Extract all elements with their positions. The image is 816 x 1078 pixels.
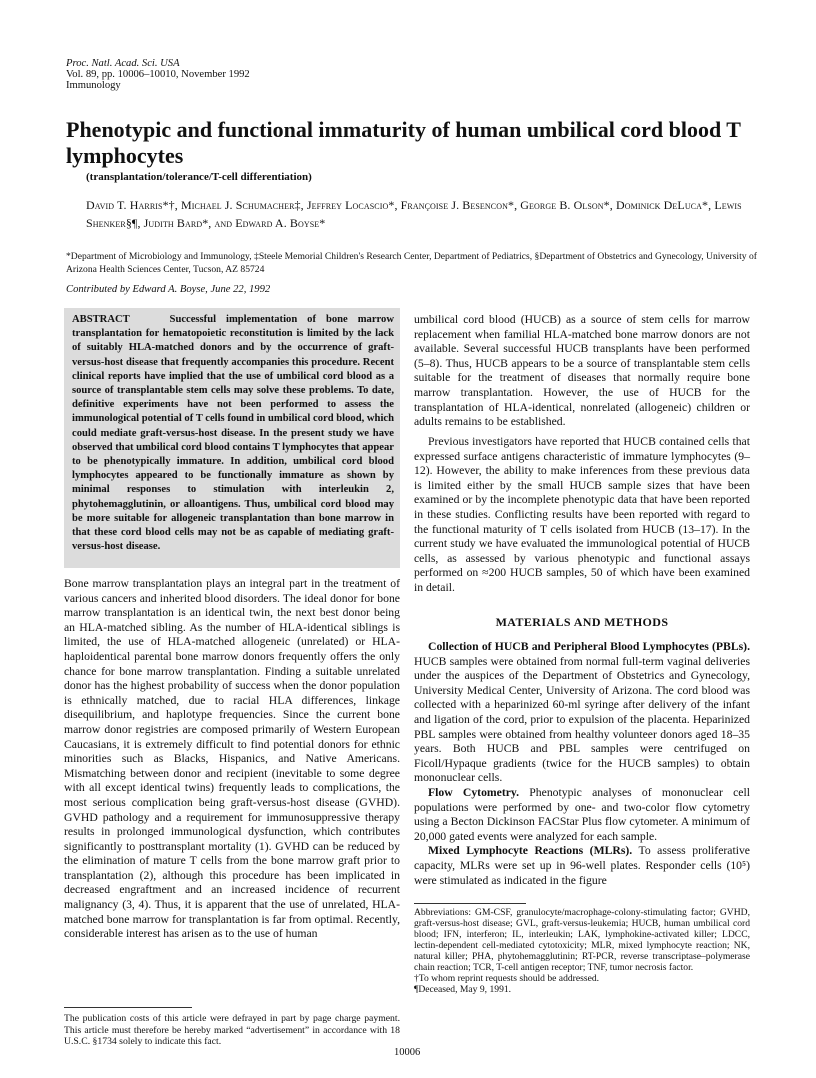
methods-subhead-mlr: Mixed Lymphocyte Reactions (MLRs). (428, 844, 633, 858)
methods-subhead-flow: Flow Cytometry. (428, 785, 520, 799)
footnotes-right (414, 907, 750, 995)
methods-text-collection: HUCB samples were obtained from normal full-term vaginal deliveries under the auspices of the Department of Obstetrics and Gynecology, University Medical Center, University of Arizona. The cord blood was collected with a heparinized 60-ml syringe after delivery of the infant and ligation of the cord, prior to expulsion of the placenta. Heparinized PBL samples were obtained from healthy volunteer donors aged 18–35 years. Both HUCB and PBL samples were centrifuged on Ficoll/Hypaque gradients (twice for the HUCB samples) to obtain mononuclear cells. (414, 654, 750, 785)
journal-volume: Vol. 89, pp. 10006–10010, November 1992 (66, 69, 250, 80)
publication-cost-footnote: The publication costs of this article were defrayed in part by page charge payment. This article must therefore be hereby marked “advertisement” in accordance with 18 U.S.C. §1734 solely to indicate this fact. (64, 1013, 400, 1047)
methods-text-mlr: To assess proliferative capacity, MLRs were set up in 96-well plates. Responder cells (10⁵) were stimulated as indicated in the figure (414, 844, 750, 887)
footnote-divider-right (414, 903, 526, 904)
abstract-label: ABSTRACT (72, 314, 130, 325)
page-number: 10006 (394, 1047, 421, 1058)
journal-section: Immunology (66, 80, 121, 91)
intro-paragraph-2: umbilical cord blood (HUCB) as a source of stem cells for marrow replacement when familial HLA-matched bone marrow donors are not available. Several successful HUCB transplants have been performed (5–8). Thus, HUCB appears to be a source of transplantable stem cells suitable for the treatment of diseases that normally require bone marrow transplantation. However, the use of HUCB for the transplantation of HLA-identical, nonrelated (allogeneic) children or adults remains to be established. (414, 313, 750, 429)
footnote-divider-left (64, 1007, 192, 1008)
section-heading-methods: MATERIALS AND METHODS (495, 615, 669, 629)
journal-name: Proc. Natl. Acad. Sci. USA (66, 58, 180, 69)
intro-paragraph-3: Previous investigators have reported that HUCB contained cells that expressed surface antigens characteristic of immature lymphocytes (9–12). However, the ability to make inferences from these previous data is limited either by the small HUCB sample sizes that have been examined or by the incomplete phenotypic data that have been reported in these studies. Conflicting results have been reported with regard to the functional maturity of T cells isolated from HUCB (13–17). In the current study we have evaluated the immunological potential of HUCB cells, as assessed by various phenotypic and functional assays performed on ≈200 HUCB samples, 50 of which have been examined in detail. (414, 435, 750, 594)
article-title: Phenotypic and functional immaturity of human umbilical cord blood T lymphocytes (66, 117, 741, 168)
journal-header (66, 58, 250, 91)
intro-right-column (414, 313, 750, 430)
keywords: (transplantation/tolerance/T-cell differentiation) (86, 171, 312, 183)
abstract (72, 313, 394, 554)
methods-column (414, 640, 750, 888)
contributed-by: Contributed by Edward A. Boyse, June 22, 1992 (66, 284, 271, 295)
author-list: David T. Harris*†, Michael J. Schumacher‡, Jeffrey Locascio*, Françoise J. Besencon*, George B. Olson*, Dominick DeLuca*, Lewis Shenker§¶, Judith Bard*, and Edward A. Boyse* (86, 198, 742, 230)
methods-paragraph-flow (414, 786, 750, 844)
intro-paragraph-1: Bone marrow transplantation plays an integral part in the treatment of various cancers and inherited blood disorders. The ideal donor for bone marrow transplantation is an identical twin, the next best donor being an HLA-matched sibling. As the number of HLA-identical siblings is limited, the use of HLA-matched allogeneic (unrelated) or HLA-haploidentical parental bone marrow donors frequently offers the only chance for bone marrow transplantation. Finding a suitable unrelated donor has the highest probability of success when the donor population is ethnically matched, due to racial HLA differences, linkage disequilibrium, and haplotype frequencies. Since the current bone marrow donor registries are composed primarily of Western European Caucasians, it is extremely difficult to find potential donors for ethnic minorities such as Blacks, Hispanics, and Native Americans. Mismatching between donor and recipient (inevitable to some degree with all except identical twins) frequently leads to complications, the most serious complication being graft-versus-host disease (GVHD). GVHD pathology and a requirement for immunosuppressive therapy results in prolonged immunological dysfunction, which contributes significantly to posttransplant mortality (1). GVHD can be reduced by the elimination of mature T cells from the bone marrow graft prior to transplantation (2), although this procedure has been implicated in decreased engraftment and an increased incidence of recurrent malignancy (3, 4). Thus, it is apparent that the use of unrelated, HLA-matched bone marrow for transplantation is far from optimal. Recently, considerable interest has arisen as to the use of human (64, 577, 400, 941)
abbreviations-footnote: Abbreviations: GM-CSF, granulocyte/macrophage-colony-stimulating factor; GVHD, graft-versus-host disease; GVL, graft-versus-leukemia; HUCB, human umbilical cord blood; IFN, interferon; IL, interleukin; LAK, lymphokine-activated killer; LDCC, lectin-dependent cell-mediated cytotoxicity; MLR, mixed lymphocyte reaction; NK, natural killer; PHA, phytohemagglutinin; RT-PCR, reverse transcriptase–polymerase chain reaction; TCR, T-cell antigen receptor; TNF, tumor necrosis factor. (414, 907, 750, 973)
abstract-text: Successful implementation of bone marrow transplantation for hematopoietic reconstitution is limited by the lack of suitably HLA-matched donors and by the occurrence of graft-versus-host disease that frequently accompanies this procedure. Recent clinical reports have implied that the use of umbilical cord blood as a source of transplantable stem cells may solve these problems. To date, definitive experiments have not been performed to assess the immunological potential of T cells found in umbilical cord blood, which could mediate graft-versus-host disease. In the present study we have observed that umbilical cord blood contains T lymphocytes that appear to be phenotypically immature. In addition, umbilical cord blood lymphocytes appeared to be functionally immature as shown by minimal responses to stimulation with interleukin 2, phytohemagglutinin, or alloantigens. Thus, umbilical cord blood may be more suitable for allogeneic transplantation than bone marrow in that these cord blood cells may not be as capable of mediating graft-versus-host disease. (72, 314, 394, 553)
methods-subhead-collection: Collection of HUCB and Peripheral Blood Lymphocytes (PBLs). (428, 640, 750, 653)
methods-paragraph-collection (414, 640, 750, 786)
methods-text-flow: Phenotypic analyses of mononuclear cell populations were performed by one- and two-color flow cytometry using a Becton Dickinson FACStar Plus flow cytometer. A minimum of 20,000 gated events were analyzed for each sample. (414, 785, 750, 843)
intro-right-column-2 (414, 435, 750, 596)
intro-left-column (64, 577, 400, 942)
methods-paragraph-mlr (414, 844, 750, 888)
deceased-footnote: ¶Deceased, May 9, 1991. (414, 984, 512, 995)
reprint-footnote: †To whom reprint requests should be addressed. (414, 973, 600, 984)
affiliations: *Department of Microbiology and Immunology, ‡Steele Memorial Children's Research Center, Department of Pediatrics, §Department of Obstetrics and Gynecology, University of Arizona Health Sciences Center, Tucson, AZ 85724 (66, 251, 757, 275)
